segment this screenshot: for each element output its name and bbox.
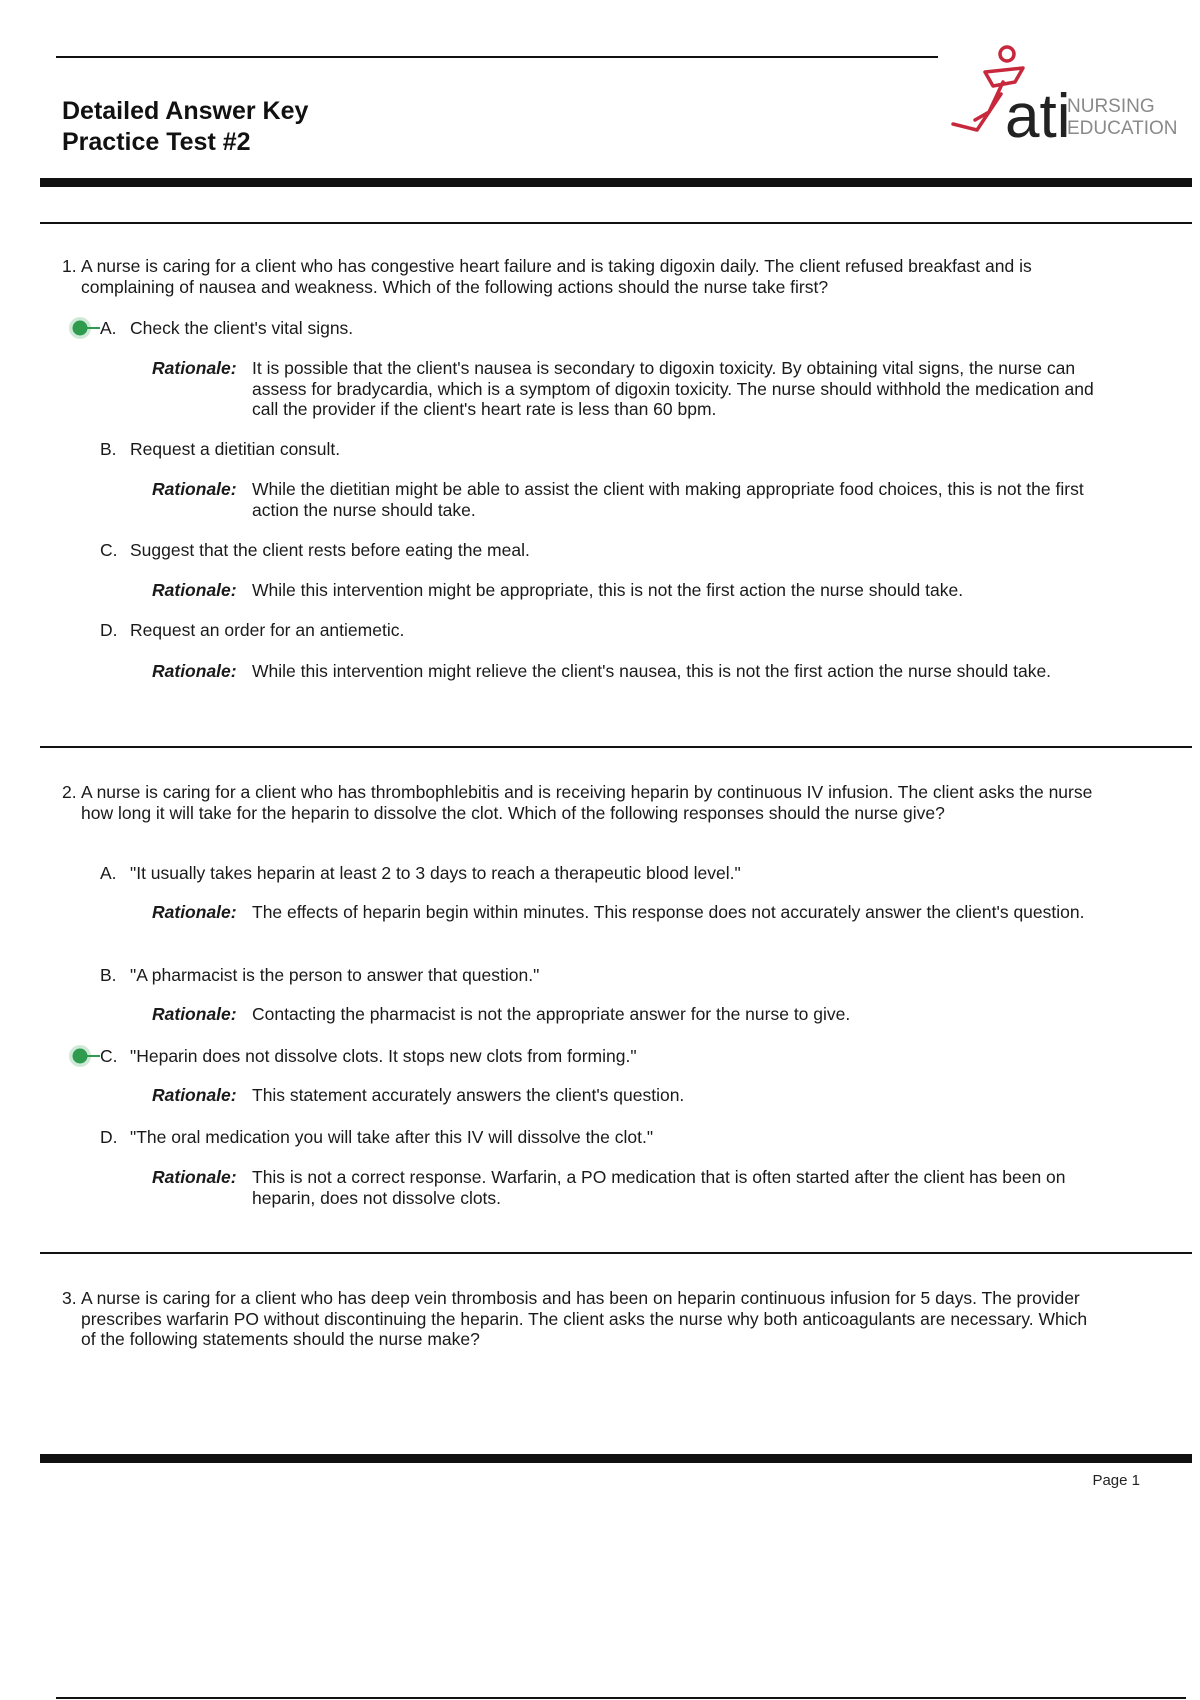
option-text: Check the client's vital signs. (130, 318, 354, 338)
q2-rationale-c (152, 1085, 1112, 1106)
footer-thick-rule (40, 1454, 1192, 1463)
rationale-text: While this intervention might relieve the client's nausea, this is not the first action the nurse should take. (252, 661, 1052, 681)
option-text: "Heparin does not dissolve clots. It stops new clots from forming." (130, 1046, 637, 1066)
rationale-text: It is possible that the client's nausea is secondary to digoxin toxicity. By obtaining vital signs, the nurse can assess for bradycardia, which is a symptom of digoxin toxicity. The nurse should withhold the medication and call the provider if the client's heart rate is less than 60 bpm. (252, 358, 1094, 419)
question-divider (40, 1252, 1192, 1254)
q2-option-b (100, 965, 1100, 986)
header-thick-rule (40, 178, 1192, 187)
logo-brand: ati (1005, 82, 1071, 151)
rationale-label: Rationale: (152, 1004, 237, 1024)
title-line-2: Practice Test #2 (62, 128, 251, 156)
page-number: Page 1 (1092, 1472, 1140, 1489)
question-2 (62, 782, 1102, 823)
option-text: "It usually takes heparin at least 2 to 3 days to reach a therapeutic blood level." (130, 863, 741, 883)
question-1 (62, 256, 1102, 297)
option-letter: C. (100, 1046, 118, 1066)
q2-option-d (100, 1127, 1100, 1148)
q1-option-b (100, 439, 1100, 460)
q2-option-c (100, 1046, 1100, 1067)
rationale-label: Rationale: (152, 1085, 237, 1105)
option-text: Suggest that the client rests before eating the meal. (130, 540, 530, 560)
rationale-text: While this intervention might be appropriate, this is not the first action the nurse should take. (252, 580, 964, 600)
q2-option-a (100, 863, 1100, 884)
rationale-text: While the dietitian might be able to assist the client with making appropriate food choices, this is not the first action the nurse should take. (252, 479, 1084, 520)
question-number: 1. (62, 256, 77, 276)
option-letter: B. (100, 965, 117, 985)
rationale-label: Rationale: (152, 479, 237, 499)
option-letter: A. (100, 318, 117, 338)
document-title (62, 96, 308, 158)
q1-rationale-d (152, 661, 1112, 682)
question-text: A nurse is caring for a client who has deep vein thrombosis and has been on heparin continuous infusion for 5 days. The provider prescribes warfarin PO without discontinuing the heparin. The client asks the nurse why both anticoagulants are necessary. Which of the following statements should the nurse make? (81, 1288, 1088, 1349)
question-number: 3. (62, 1288, 77, 1308)
q1-option-c (100, 540, 1100, 561)
q1-rationale-c (152, 580, 1112, 601)
title-line-1: Detailed Answer Key (62, 97, 309, 125)
rationale-label: Rationale: (152, 358, 237, 378)
option-text: "The oral medication you will take after this IV will dissolve the clot." (130, 1127, 654, 1147)
q1-rationale-b (152, 479, 1112, 520)
q1-option-d (100, 620, 1100, 641)
rationale-text: This statement accurately answers the client's question. (252, 1085, 685, 1105)
rationale-text: This is not a correct response. Warfarin, a PO medication that is often started after the client has been on heparin, does not dissolve clots. (252, 1167, 1066, 1208)
question-text: A nurse is caring for a client who has thrombophlebitis and is receiving heparin by continuous IV infusion. The client asks the nurse how long it will take for the heparin to dissolve the clot. Which of the following responses should the nurse give? (81, 782, 1093, 823)
logo-line-1: NURSING (1067, 96, 1155, 117)
runner-icon (945, 42, 1178, 152)
option-text: Request an order for an antiemetic. (130, 620, 405, 640)
correct-answer-marker-icon (68, 316, 102, 340)
q1-option-a (100, 318, 1100, 339)
q1-rationale-a (152, 358, 1112, 420)
rationale-label: Rationale: (152, 661, 237, 681)
question-divider (40, 746, 1192, 748)
option-text: "A pharmacist is the person to answer that question." (130, 965, 540, 985)
option-letter: C. (100, 540, 118, 560)
rationale-text: Contacting the pharmacist is not the appropriate answer for the nurse to give. (252, 1004, 851, 1024)
q2-rationale-b (152, 1004, 1112, 1025)
top-thin-rule (56, 56, 938, 58)
logo-line-2: EDUCATION (1067, 118, 1178, 139)
option-letter: B. (100, 439, 117, 459)
rationale-text: The effects of heparin begin within minutes. This response does not accurately answer the client's question. (252, 902, 1085, 922)
question-number: 2. (62, 782, 77, 802)
rationale-label: Rationale: (152, 1167, 237, 1187)
rationale-label: Rationale: (152, 580, 237, 600)
ati-logo (945, 42, 1178, 152)
correct-answer-marker-icon (68, 1044, 102, 1068)
q2-rationale-d (152, 1167, 1112, 1208)
option-letter: D. (100, 620, 118, 640)
q2-rationale-a (152, 902, 1112, 923)
question-3 (62, 1288, 1102, 1350)
section-rule (40, 222, 1192, 224)
option-letter: A. (100, 863, 117, 883)
bottom-thin-rule (56, 1697, 1186, 1699)
option-letter: D. (100, 1127, 118, 1147)
option-text: Request a dietitian consult. (130, 439, 341, 459)
rationale-label: Rationale: (152, 902, 237, 922)
question-text: A nurse is caring for a client who has congestive heart failure and is taking digoxin daily. The client refused breakfast and is complaining of nausea and weakness. Which of the following actions should the nurse take first? (81, 256, 1032, 297)
